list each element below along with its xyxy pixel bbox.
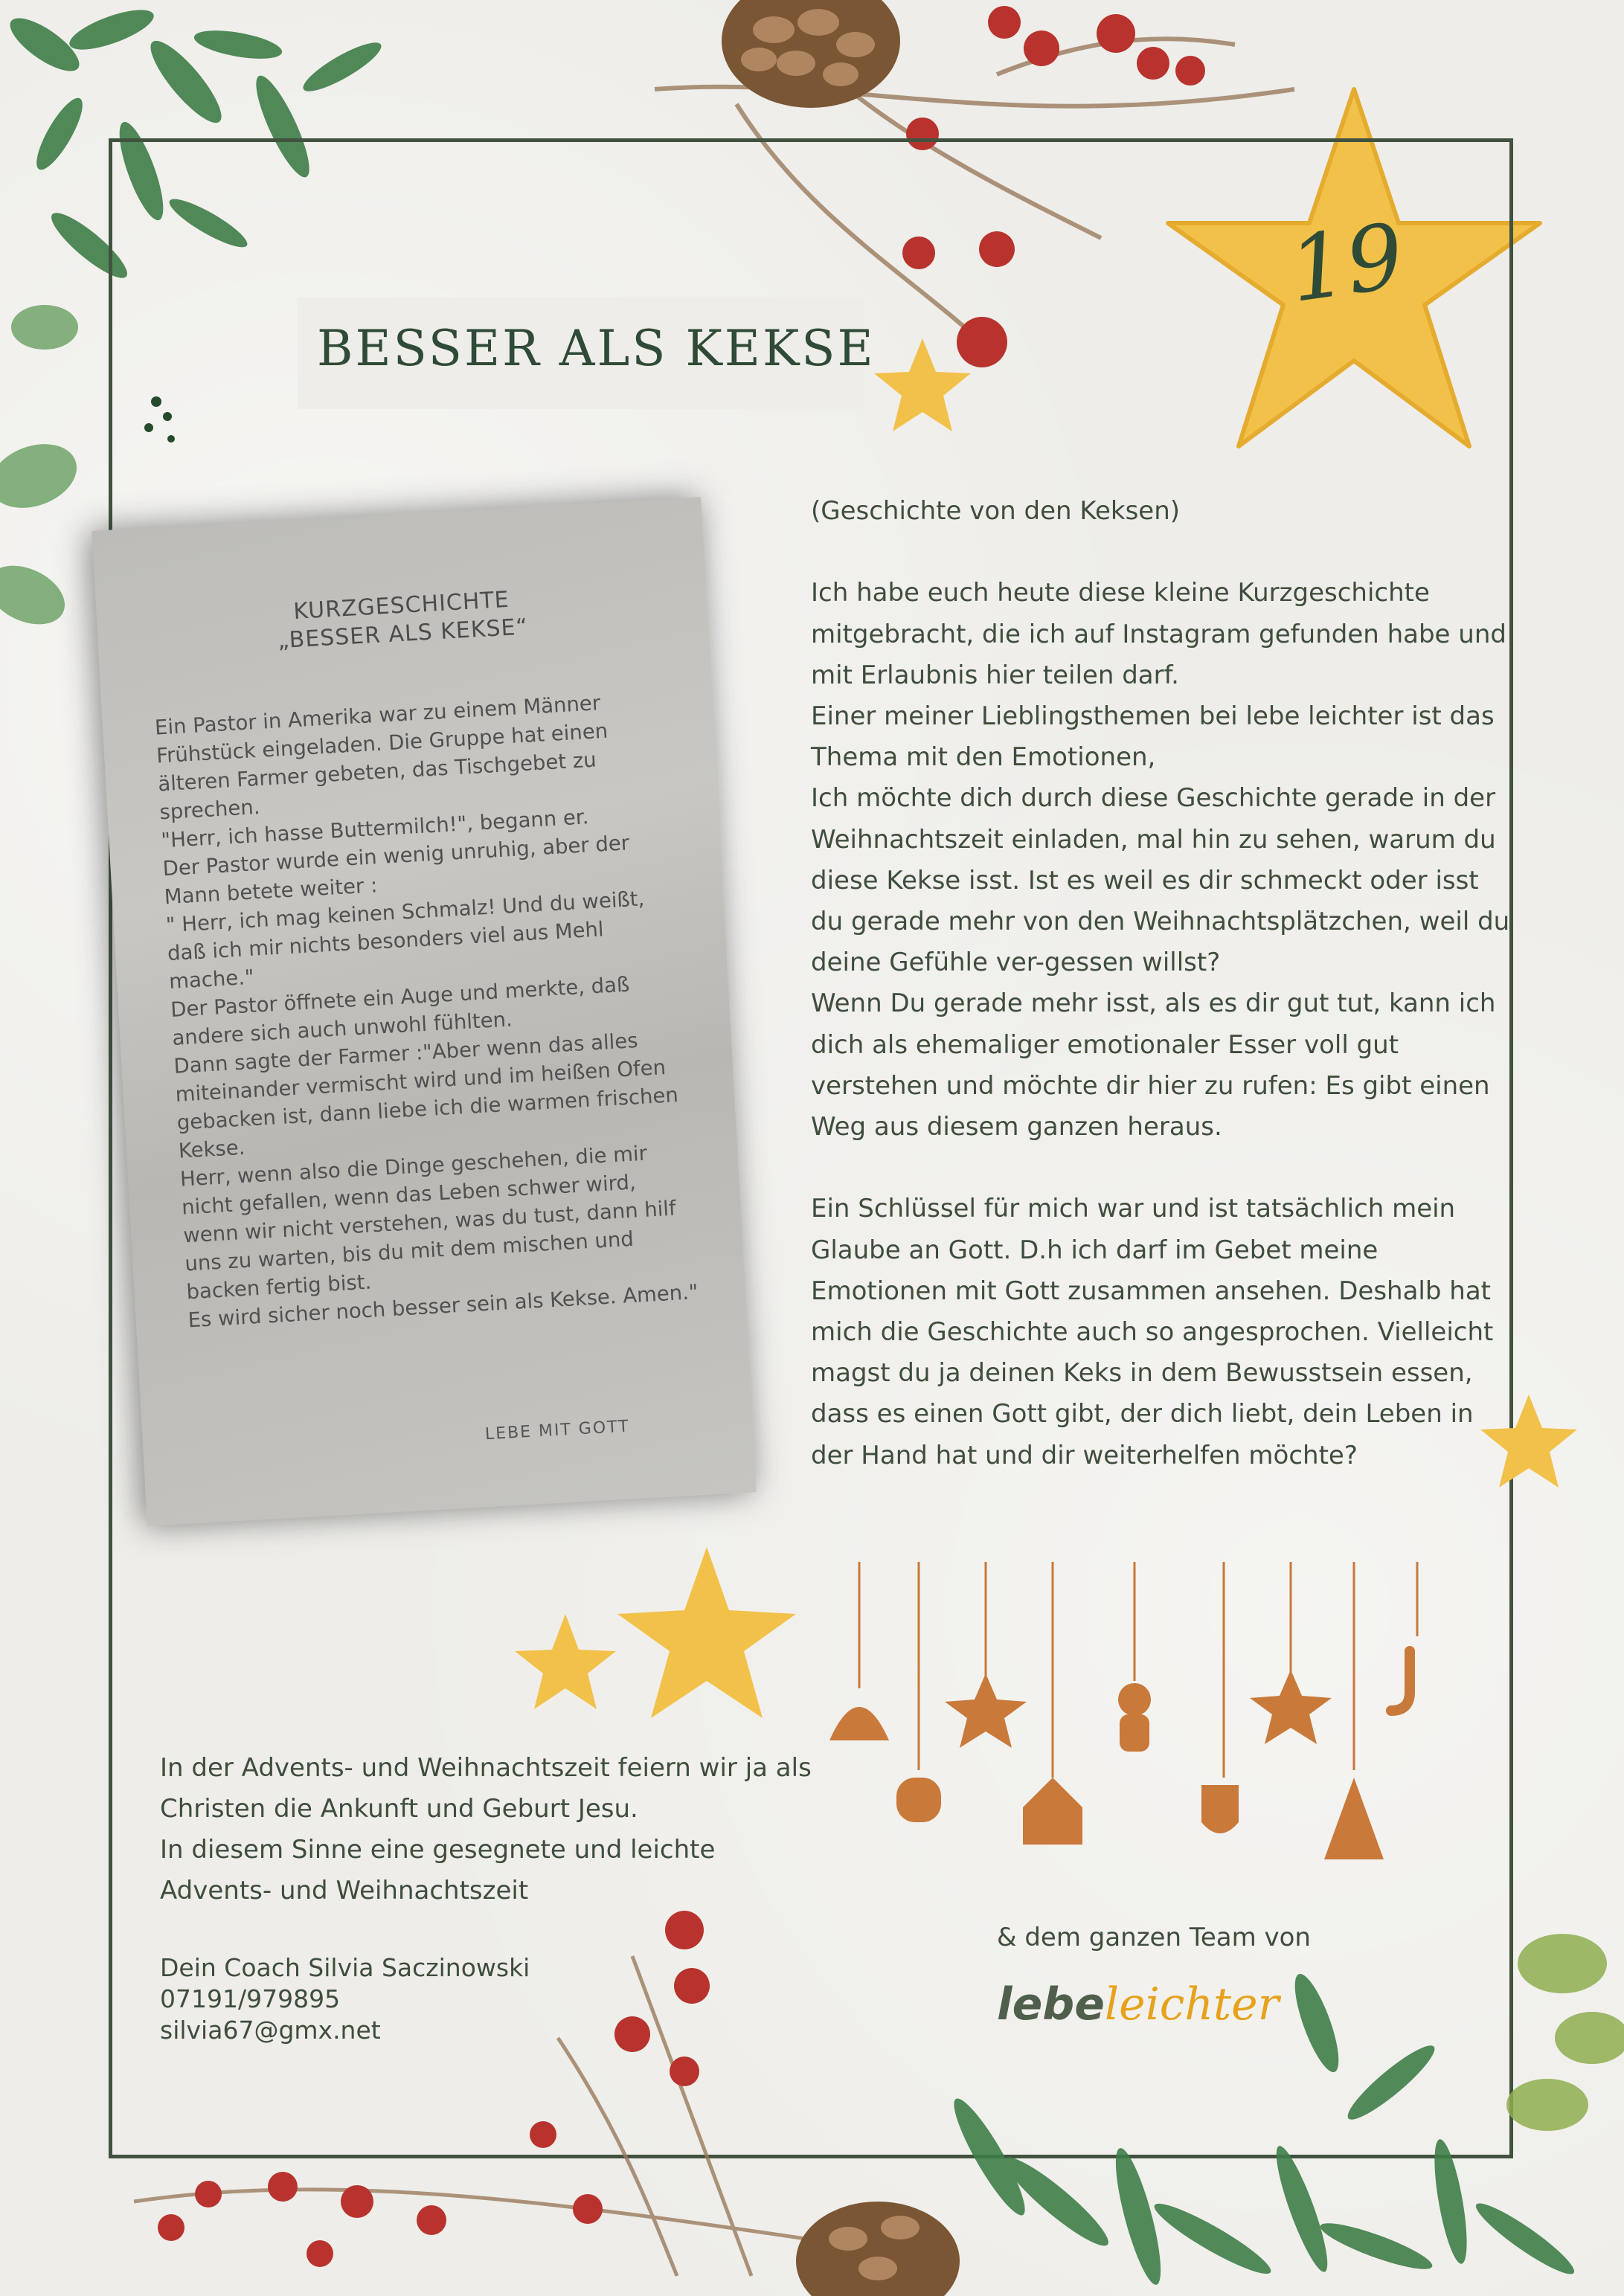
star-icon-right xyxy=(1477,1391,1581,1495)
contact-phone: 07191/979895 xyxy=(160,1984,341,2013)
page-title: BESSER ALS KEKSE xyxy=(317,320,876,377)
card-footer: LEBE MIT GOTT xyxy=(484,1417,631,1444)
logo-part2: leichter xyxy=(1104,1978,1280,2030)
story-card xyxy=(92,497,757,1526)
card-title xyxy=(96,575,708,665)
stars-cluster xyxy=(484,1540,818,1733)
card-title-line2: „BESSER ALS KEKSE“ xyxy=(277,613,529,654)
team-text: & dem ganzen Team von xyxy=(997,1923,1311,1952)
card-story-text: Ein Pastor in Amerika war zu einem Männer Frühstück eingeladen. Die Gruppe hat einen älteren Farmer gebeten, das Tischgebet zu sprechen. "Herr, ich hasse Buttermilch!", begann er. Der Pastor wurde ein wenig unruhig, aber der Mann betete weiter : " Herr, ich mag keinen Schmalz! Und du weißt, daß ich mir nichts besonders viel aus Mehl mache." Der Pastor öffnete ein Auge und merkte, daß andere sich auch unwohl fühlten. Dann sagte der Farmer :"Aber wenn das alles miteinander vermischt wird und im heißen Ofen gebacken ist, dann liebe ich die warmen frischen Kekse. Herr, wenn also die Dinge geschehen, die mir nicht gefallen, wenn das Leben schwer wird, wenn wir nicht verstehen, was du tust, dann hilf uns zu warten, bis du mit dem mischen und backen fertig bist. Es wird sicher noch besser sein als Kekse. Amen." xyxy=(154,691,699,1333)
story-text: (Geschichte von den Keksen) Ich habe euch heute diese kleine Kurzgeschichte mitgebracht, die ich auf Instagram gefunden habe und mit Erlaubnis hier teilen darf. Einer meiner Lieblingsthemen bei lebe leichter ist das Thema mit den Emotionen, Ich möchte dich durch diese Geschichte gerade in der Weihnachtszeit einladen, mal hin zu sehen, warum du diese Kekse isst. Ist es weil es dir schmeckt oder isst du gerade mehr von den Weihnachtsplätzchen, weil du deine Gefühle ver-gessen willst? Wenn Du gerade mehr isst, als es dir gut tut, kann ich dich als ehemaliger emotionaler Esser voll gut verstehen und möchte dir hier zu rufen: Es gibt einen Weg aus diesem ganzen heraus. Ein Schlüssel für mich war und ist tatsächlich mein Glaube an Gott. D.h ich darf im Gebet meine Emotionen mit Gott zusammen ansehen. Deshalb hat mich die Geschichte auch so angesprochen. Vielleicht magst du ja deinen Keks in dem Bewusstsein essen, dass es einen Gott gibt, der dich liebt, dein Leben in der Hand hat und dir weiterhelfen möchte? xyxy=(811,496,1510,1470)
logo-part1: lebe xyxy=(997,1978,1105,2030)
contact-email[interactable]: silvia67@gmx.net xyxy=(160,2016,381,2045)
closing-text: In der Advents- und Weihnachtszeit feiern wir ja als Christen die Ankunft und Geburt Jesu. In diesem Sinne eine gesegnete und leichte Advents- und Weihnachtszeit xyxy=(160,1753,812,1906)
card-title-line1: KURZGESCHICHTE xyxy=(292,586,510,625)
foliage-bottom xyxy=(112,1889,1622,2296)
title-banner xyxy=(298,298,876,409)
day-number: 19 xyxy=(1283,205,1410,323)
hanging-cookies xyxy=(815,1562,1469,1859)
contact-name: Dein Coach Silvia Saczinowski xyxy=(160,1953,530,1982)
